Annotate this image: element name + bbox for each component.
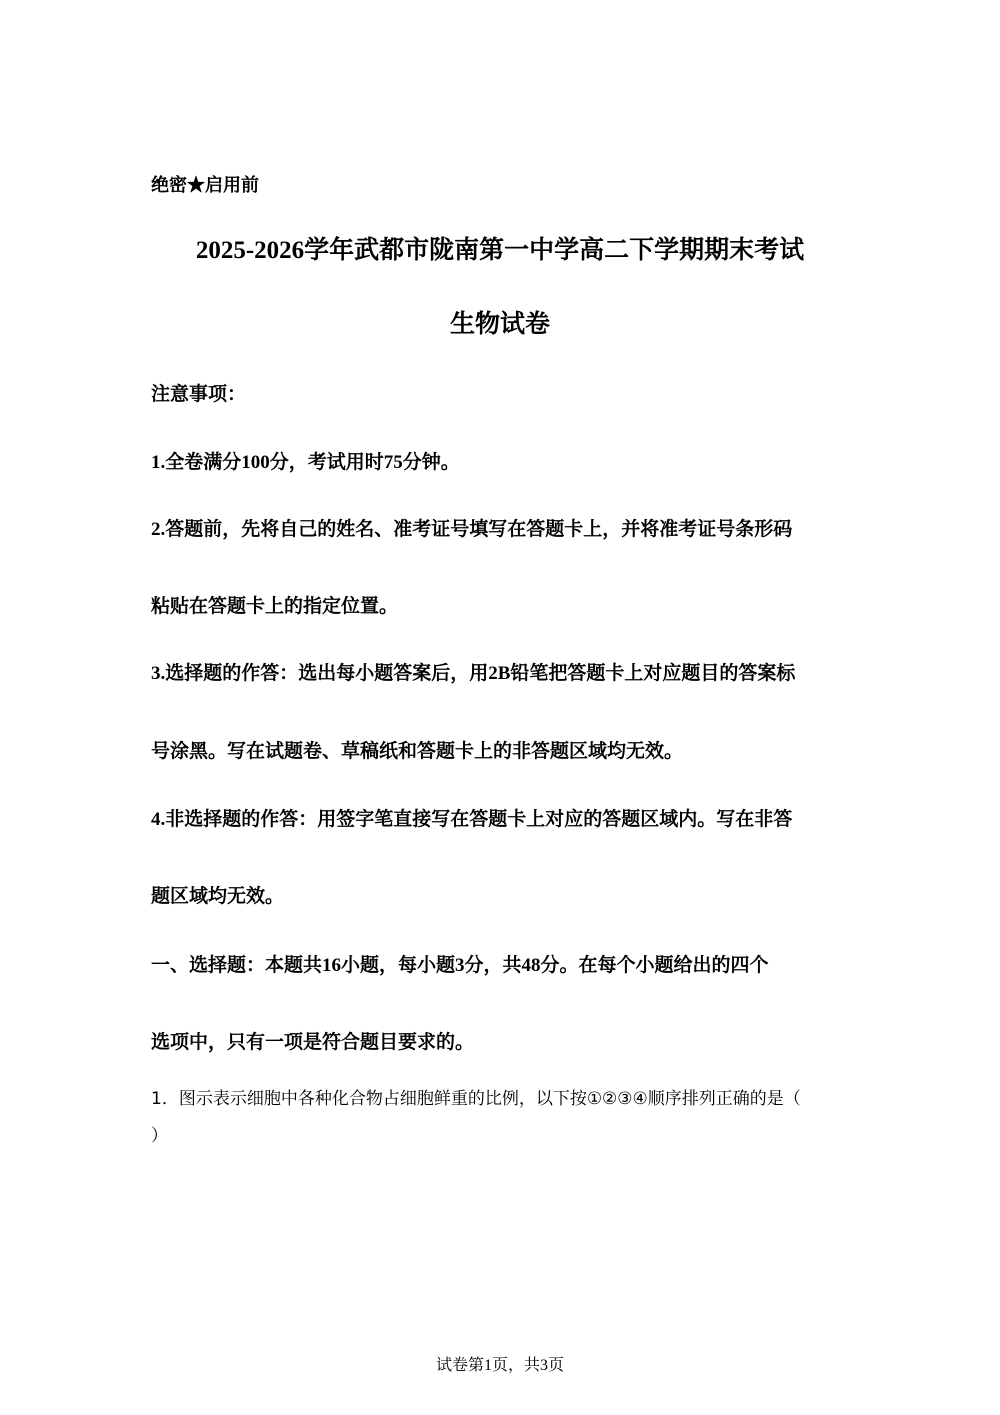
- section-1-heading-line-1: 一、选择题：本题共16小题，每小题3分，共48分。在每个小题给出的四个: [151, 955, 769, 976]
- page-footer: 试卷第1页，共3页: [435, 1357, 564, 1374]
- exam-title: 2025-2026学年武都市陇南第一中学高二下学期期末考试: [195, 237, 805, 264]
- section-1-heading-line-2: 选项中，只有一项是符合题目要求的。: [151, 1032, 475, 1053]
- notice-item-1: 1.全卷满分100分，考试用时75分钟。: [151, 452, 460, 473]
- question-1-line-2: ）: [151, 1126, 168, 1146]
- question-1-line-1: 1．图示表示细胞中各种化合物占细胞鲜重的比例，以下按①②③④顺序排列正确的是（: [151, 1089, 801, 1109]
- notice-item-3-line-1: 3.选择题的作答：选出每小题答案后，用2B铅笔把答题卡上对应题目的答案标: [151, 663, 796, 684]
- notice-item-3-line-2: 号涂黑。写在试题卷、草稿纸和答题卡上的非答题区域均无效。: [151, 741, 684, 762]
- notice-heading: 注意事项：: [151, 384, 247, 405]
- exam-subject-title: 生物试卷: [449, 311, 550, 338]
- notice-item-4-line-2: 题区域均无效。: [151, 886, 285, 907]
- confidential-label: 绝密★启用前: [151, 175, 259, 195]
- notice-item-4-line-1: 4.非选择题的作答：用签字笔直接写在答题卡上对应的答题区域内。写在非答: [151, 809, 793, 830]
- notice-item-2-line-1: 2.答题前，先将自己的姓名、准考证号填写在答题卡上，并将准考证号条形码: [151, 519, 793, 540]
- notice-item-2-line-2: 粘贴在答题卡上的指定位置。: [151, 596, 399, 617]
